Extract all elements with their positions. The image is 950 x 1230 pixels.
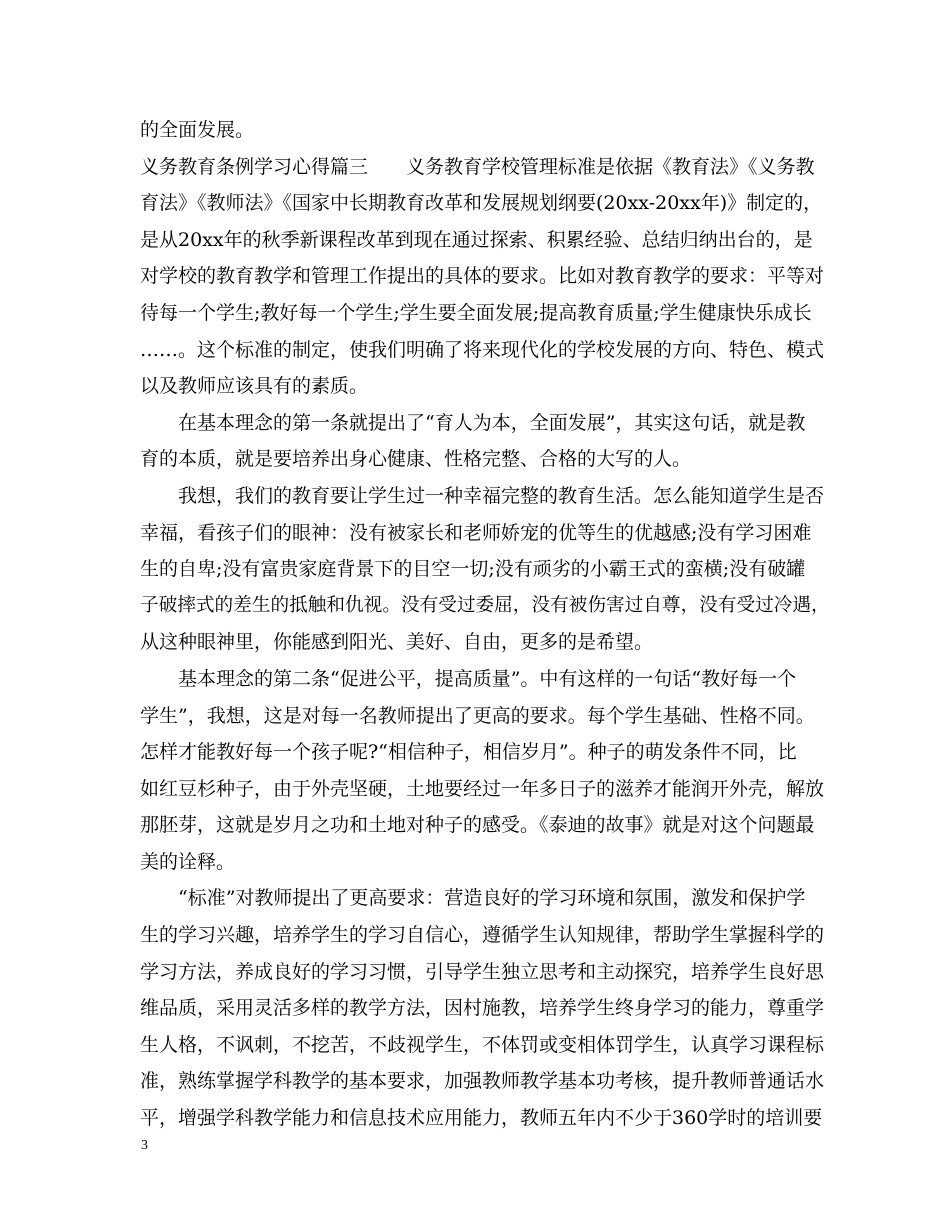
text-line: 在基本理念的第一条就提出了“育人为本，全面发展”，其实这句话，就是教 (178, 411, 806, 434)
text-line: 怎样才能教好每一个孩子呢?“相信种子，相信岁月”。种子的萌发条件不同，比 (140, 741, 797, 764)
text-line: 的全面发展。 (140, 119, 255, 141)
text-line: ……。这个标准的制定，使我们明确了将来现代化的学校发展的方向、特色、模式 (140, 338, 825, 361)
text-line: 以及教师应该具有的素质。 (140, 375, 369, 398)
text-line: 美的诠释。 (140, 850, 236, 873)
text-line: 育法》《教师法》《国家中长期教育改革和发展规划纲要(20xx-20xx年)》制定的， (140, 192, 823, 215)
text-line: 维品质，采用灵活多样的教学方法，因村施教，培养学生终身学习的能力，尊重学 (140, 997, 825, 1020)
text-line: 如红豆杉种子，由于外壳坚硬，土地要经过一年多日子的滋养才能润开外壳，解放 (140, 777, 825, 800)
text-line: 待每一个学生;教好每一个学生;学生要全面发展;提高教育质量;学生健康快乐成长 (140, 301, 812, 324)
text-line: 基本理念的第二条“促进公平，提高质量”。中有这样的一句话“教好每一个 (178, 667, 797, 690)
text-line: 生的自卑;没有富贵家庭背景下的目空一切;没有顽劣的小霸王式的蛮横;没有破罐 (140, 558, 806, 581)
text-line: 生人格，不讽刺，不挖苦，不歧视学生，不体罚或变相体罚学生，认真学习课程标 (140, 1033, 825, 1056)
text-line: 子破摔式的差生的抵触和仇视。没有受过委屈，没有被伤害过自尊，没有受过冷遇， (140, 594, 830, 616)
text-line: 准，熟练掌握学科教学的基本要求，加强教师教学基本功考核，提升教师普通话水 (140, 1070, 825, 1093)
text-line: 对学校的教育教学和管理工作提出的具体的要求。比如对教育教学的要求：平等对 (140, 265, 825, 288)
text-line: 育的本质，就是要培养出身心健康、性格完整、合格的大写的人。 (140, 448, 692, 471)
text-line: 学习方法，养成良好的学习习惯，引导学生独立思考和主动探究，培养学生良好思 (140, 960, 825, 983)
text-line: 平，增强学科教学能力和信息技术应用能力，教师五年内不少于360学时的培训要 (140, 1107, 823, 1130)
text-line: 学生”，我想，这是对每一名教师提出了更高的要求。每个学生基础、性格不同。 (140, 704, 815, 727)
text-line: 幸福，看孩子们的眼神：没有被家长和老师娇宠的优等生的优越感;没有学习困难 (140, 521, 812, 544)
text-line: 我想，我们的教育要让学生过一种幸福完整的教育生活。怎么能知道学生是否 (178, 484, 825, 507)
text-line: 从这种眼神里，你能感到阳光、美好、自由，更多的是希望。 (140, 631, 654, 654)
text-line: “标准”对教师提出了更高要求：营造良好的学习环境和氛围，激发和保护学 (178, 887, 806, 910)
text-line: 义务教育条例学习心得篇三 义务教育学校管理标准是依据《教育法》《义务教 (140, 155, 815, 178)
text-line: 生的学习兴趣，培养学生的学习自信心，遵循学生认知规律，帮助学生掌握科学的 (140, 924, 825, 947)
document-body (140, 112, 830, 1137)
page-number: 3 (141, 1138, 148, 1153)
text-line: 是从20xx年的秋季新课程改革到现在通过探索、积累经验、总结归纳出台的，是 (140, 228, 813, 251)
text-line: 那胚芽，这就是岁月之功和土地对种子的感受。《泰迪的故事》就是对这个问题最 (140, 814, 815, 837)
